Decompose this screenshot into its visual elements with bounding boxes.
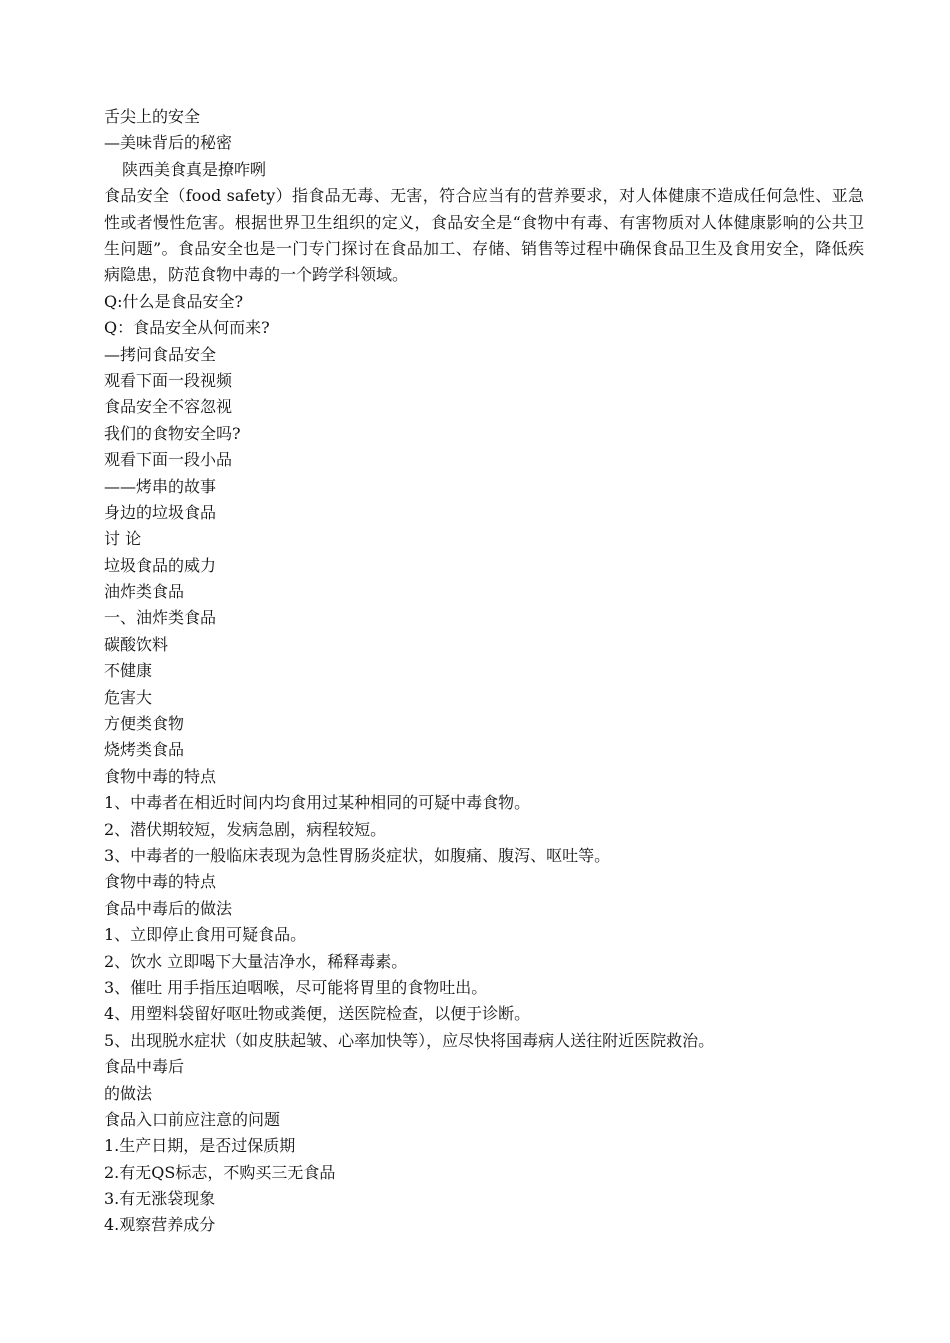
list-item: 1、中毒者在相近时间内均食用过某种相同的可疑中毒食物。	[104, 793, 531, 813]
document-body	[104, 104, 864, 1239]
list-item: 1.生产日期，是否过保质期	[104, 1136, 296, 1156]
heading-line: 身边的垃圾食品	[104, 502, 217, 522]
list-item: 4.观察营养成分	[104, 1215, 216, 1235]
list-item: 1、立即停止食用可疑食品。	[104, 925, 307, 945]
list-item: 2.有无QS标志，不购买三无食品	[104, 1162, 336, 1182]
heading-line: 食品中毒后的做法	[104, 898, 233, 918]
question-line: Q：食品安全从何而来?	[104, 318, 270, 338]
list-item: 5、出现脱水症状（如皮肤起皱、心率加快等），应尽快将国毒病人送往附近医院救治。	[104, 1030, 715, 1050]
list-item: 3、中毒者的一般临床表现为急性胃肠炎症状，如腹痛、腹泻、呕吐等。	[104, 846, 611, 865]
text-line: 一、油炸类食品	[104, 608, 217, 628]
text-line: 碳酸饮料	[104, 634, 169, 654]
text-line: 危害大	[104, 687, 153, 707]
text-line: 观看下面一段小品	[104, 450, 233, 470]
definition-paragraph: 食品安全（food safety）指食品无毒、无害，符合应当有的营养要求，对人体健康不造成任何急性、亚急性或者慢性危害。根据世界卫生组织的定义，食品安全是“食物中有毒、有害物质对人体健康影响的公共卫生问题”。食品安全也是一门专门探讨在食品加工、存储、销售等过程中确保食品卫生及食用安全，降低疾病隐患，防范食物中毒的一个跨学科领域。	[104, 186, 864, 285]
text-line: 烧烤类食品	[104, 740, 185, 760]
question-line: Q:什么是食品安全?	[104, 291, 244, 311]
text-line: 油炸类食品	[104, 582, 185, 602]
heading-line: 食物中毒的特点	[104, 872, 217, 892]
heading-line: —拷问食品安全	[104, 344, 217, 364]
list-item: 3.有无涨袋现象	[104, 1189, 216, 1209]
heading-line: 垃圾食品的威力	[104, 555, 217, 575]
text-line: 讨 论	[104, 529, 142, 549]
text-line: 食品安全不容忽视	[104, 397, 233, 417]
text-line: 不健康	[104, 661, 153, 681]
list-item: 2、饮水 立即喝下大量洁净水，稀释毒素。	[104, 951, 408, 971]
heading-line: 食品中毒后	[104, 1057, 185, 1077]
list-item: 2、潜伏期较短，发病急剧，病程较短。	[104, 819, 387, 839]
text-line: 的做法	[104, 1083, 153, 1103]
heading-line: 食物中毒的特点	[104, 766, 217, 786]
text-line: ——烤串的故事	[104, 476, 217, 496]
text-line: 我们的食物安全吗?	[104, 423, 241, 443]
heading-line: 食品入口前应注意的问题	[104, 1109, 281, 1129]
text-line: 方便类食物	[104, 714, 185, 734]
subtitle-line: —美味背后的秘密	[104, 133, 233, 153]
list-item: 4、用塑料袋留好呕吐物或粪便，送医院检查，以便于诊断。	[104, 1004, 531, 1024]
tagline: 陕西美食真是撩咋咧	[122, 159, 267, 179]
list-item: 3、催吐 用手指压迫咽喉，尽可能将胃里的食物吐出。	[104, 977, 488, 997]
text-line: 观看下面一段视频	[104, 370, 233, 390]
title-line: 舌尖上的安全	[104, 107, 201, 126]
